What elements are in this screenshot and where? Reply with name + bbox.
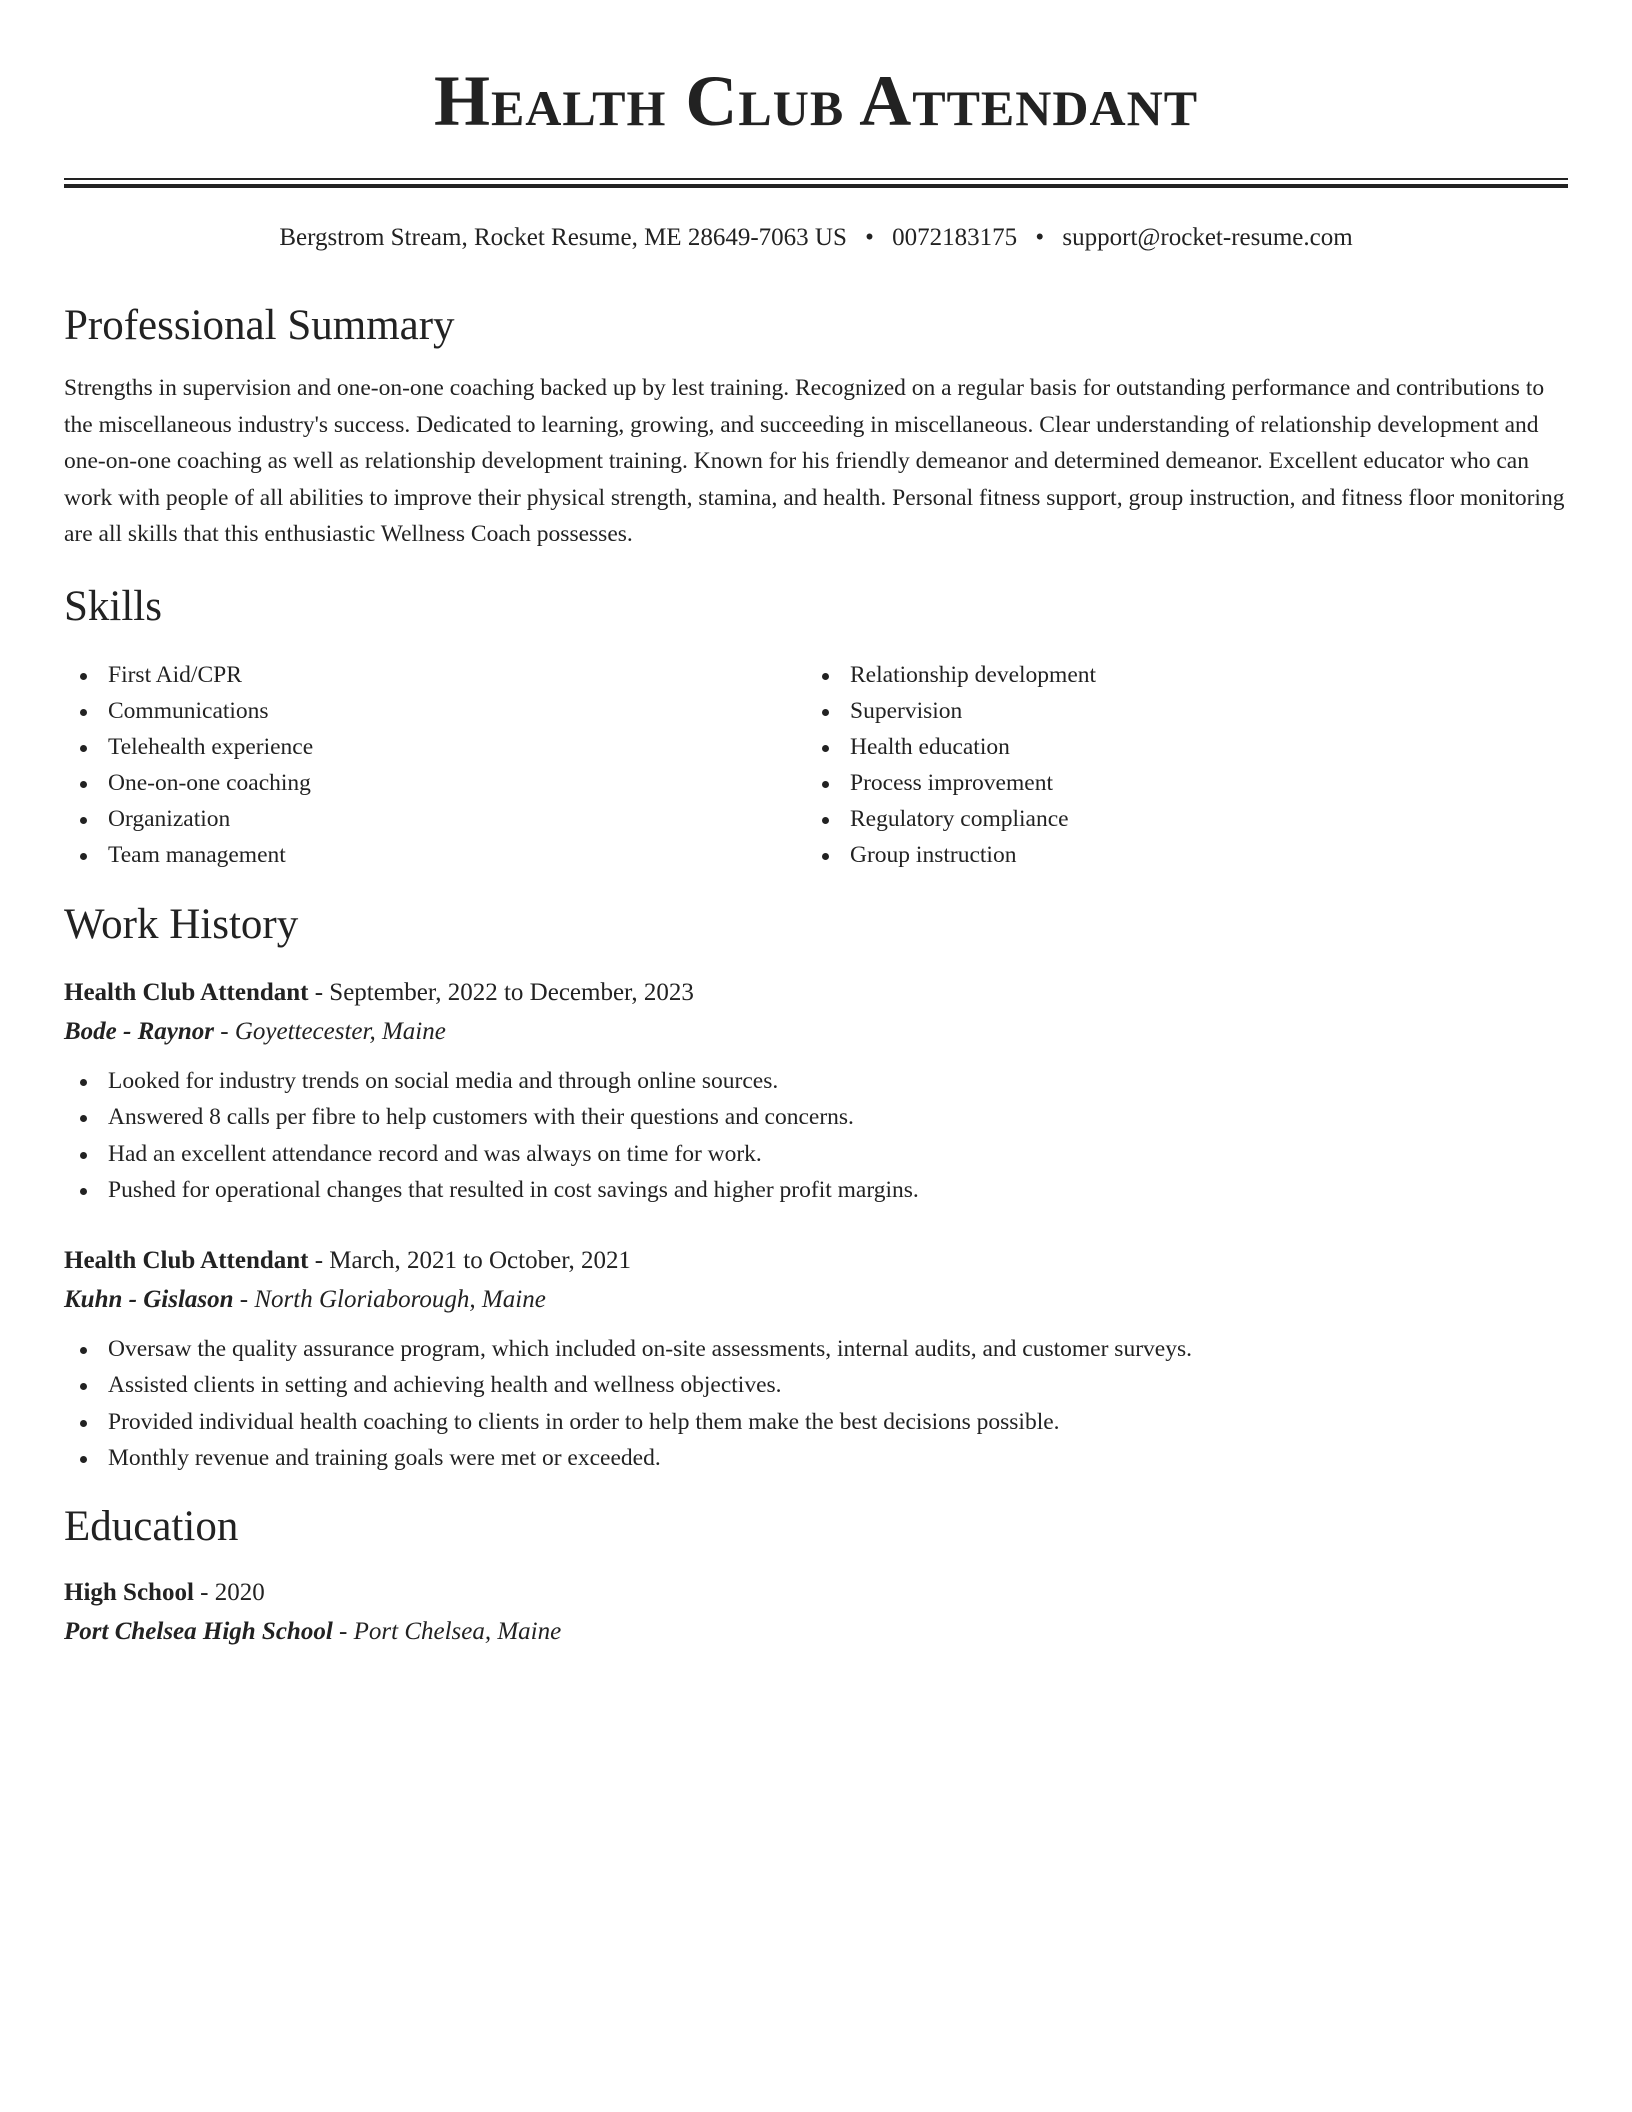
job-dates: - March, 2021 to October, 2021	[308, 1246, 632, 1274]
skill-item: Team management	[64, 837, 806, 873]
skill-item: Telehealth experience	[64, 729, 806, 765]
duty-item: Answered 8 calls per fibre to help customers with their questions and concerns.	[64, 1099, 1568, 1136]
education-school: Port Chelsea High School	[64, 1617, 333, 1645]
job-title-line	[64, 1241, 1568, 1281]
skills-heading: Skills	[64, 582, 162, 630]
contact-separator: •	[865, 224, 874, 251]
education-school-line	[64, 1613, 1568, 1651]
duty-item: Looked for industry trends on social media and through online sources.	[64, 1063, 1568, 1100]
duty-item: Provided individual health coaching to clients in order to help them make the best decisions possible.	[64, 1404, 1568, 1441]
duty-item: Monthly revenue and training goals were met or exceeded.	[64, 1440, 1568, 1477]
job-dates: - September, 2022 to December, 2023	[308, 978, 694, 1006]
job-location: - Goyettecester, Maine	[214, 1017, 446, 1045]
contact-separator: •	[1035, 224, 1045, 251]
duty-item: Oversaw the quality assurance program, which included on-site assessments, internal audits, and customer surveys.	[64, 1331, 1568, 1368]
education-degree-line	[64, 1573, 1568, 1613]
skill-item: Group instruction	[806, 837, 1548, 873]
job-duties	[64, 1331, 1568, 1477]
header-divider	[64, 178, 1568, 188]
skill-item: Regulatory compliance	[806, 801, 1548, 837]
job-entry	[64, 973, 1568, 1209]
contact-phone: 0072183175	[892, 224, 1018, 251]
duty-item: Assisted clients in setting and achieving health and wellness objectives.	[64, 1367, 1568, 1404]
skill-item: Supervision	[806, 693, 1548, 729]
skill-item: One-on-one coaching	[64, 765, 806, 801]
contact-email: support@rocket-resume.com	[1062, 224, 1353, 251]
summary-heading: Professional Summary	[64, 302, 455, 349]
contact-line	[64, 222, 1568, 254]
skill-item: Health education	[806, 729, 1548, 765]
job-location: - North Gloriaborough, Maine	[233, 1285, 546, 1313]
skill-item: Relationship development	[806, 657, 1548, 693]
education-entry	[64, 1573, 1568, 1651]
job-company: Kuhn - Gislason	[64, 1285, 234, 1313]
work-history-heading: Work History	[64, 900, 299, 948]
job-title: Health Club Attendant	[64, 978, 309, 1006]
education-degree: High School	[64, 1578, 194, 1606]
job-company: Bode - Raynor	[64, 1017, 214, 1045]
candidate-name: Health Club Attendant	[433, 61, 1199, 141]
skill-item: Organization	[64, 801, 806, 837]
duty-item: Had an excellent attendance record and was always on time for work.	[64, 1136, 1568, 1173]
summary-text: Strengths in supervision and one-on-one coaching backed up by lest training. Recognized on a regular basis for outstanding performance and contributions to the miscellaneous industry's success. Dedicated to learning, growing, and succeeding in miscellaneous. Clear understanding of relationship development and one-on-one coaching as well as relationship development training. Known for his friendly demeanor and determined demeanor. Excellent educator who can work with people of all abilities to improve their physical strength, stamina, and health. Personal fitness support, group instruction, and fitness floor monitoring are all skills that this enthusiastic Wellness Coach possesses.	[64, 375, 1565, 547]
job-company-line	[64, 1013, 1568, 1051]
skills-column-left	[64, 657, 806, 873]
contact-address: Bergstrom Stream, Rocket Resume, ME 28649-7063 US	[279, 224, 847, 251]
job-entry	[64, 1241, 1568, 1477]
skill-item: First Aid/CPR	[64, 657, 806, 693]
job-duties	[64, 1063, 1568, 1209]
skill-item: Process improvement	[806, 765, 1548, 801]
education-location: - Port Chelsea, Maine	[332, 1617, 562, 1645]
job-company-line	[64, 1281, 1568, 1319]
skill-item: Communications	[64, 693, 806, 729]
duty-item: Pushed for operational changes that resulted in cost savings and higher profit margins.	[64, 1172, 1568, 1209]
education-heading: Education	[64, 1502, 239, 1550]
job-title-line	[64, 973, 1568, 1013]
skills-column-right	[806, 657, 1548, 873]
job-title: Health Club Attendant	[64, 1246, 309, 1274]
education-year: - 2020	[193, 1578, 265, 1606]
skills-list	[64, 657, 1568, 873]
